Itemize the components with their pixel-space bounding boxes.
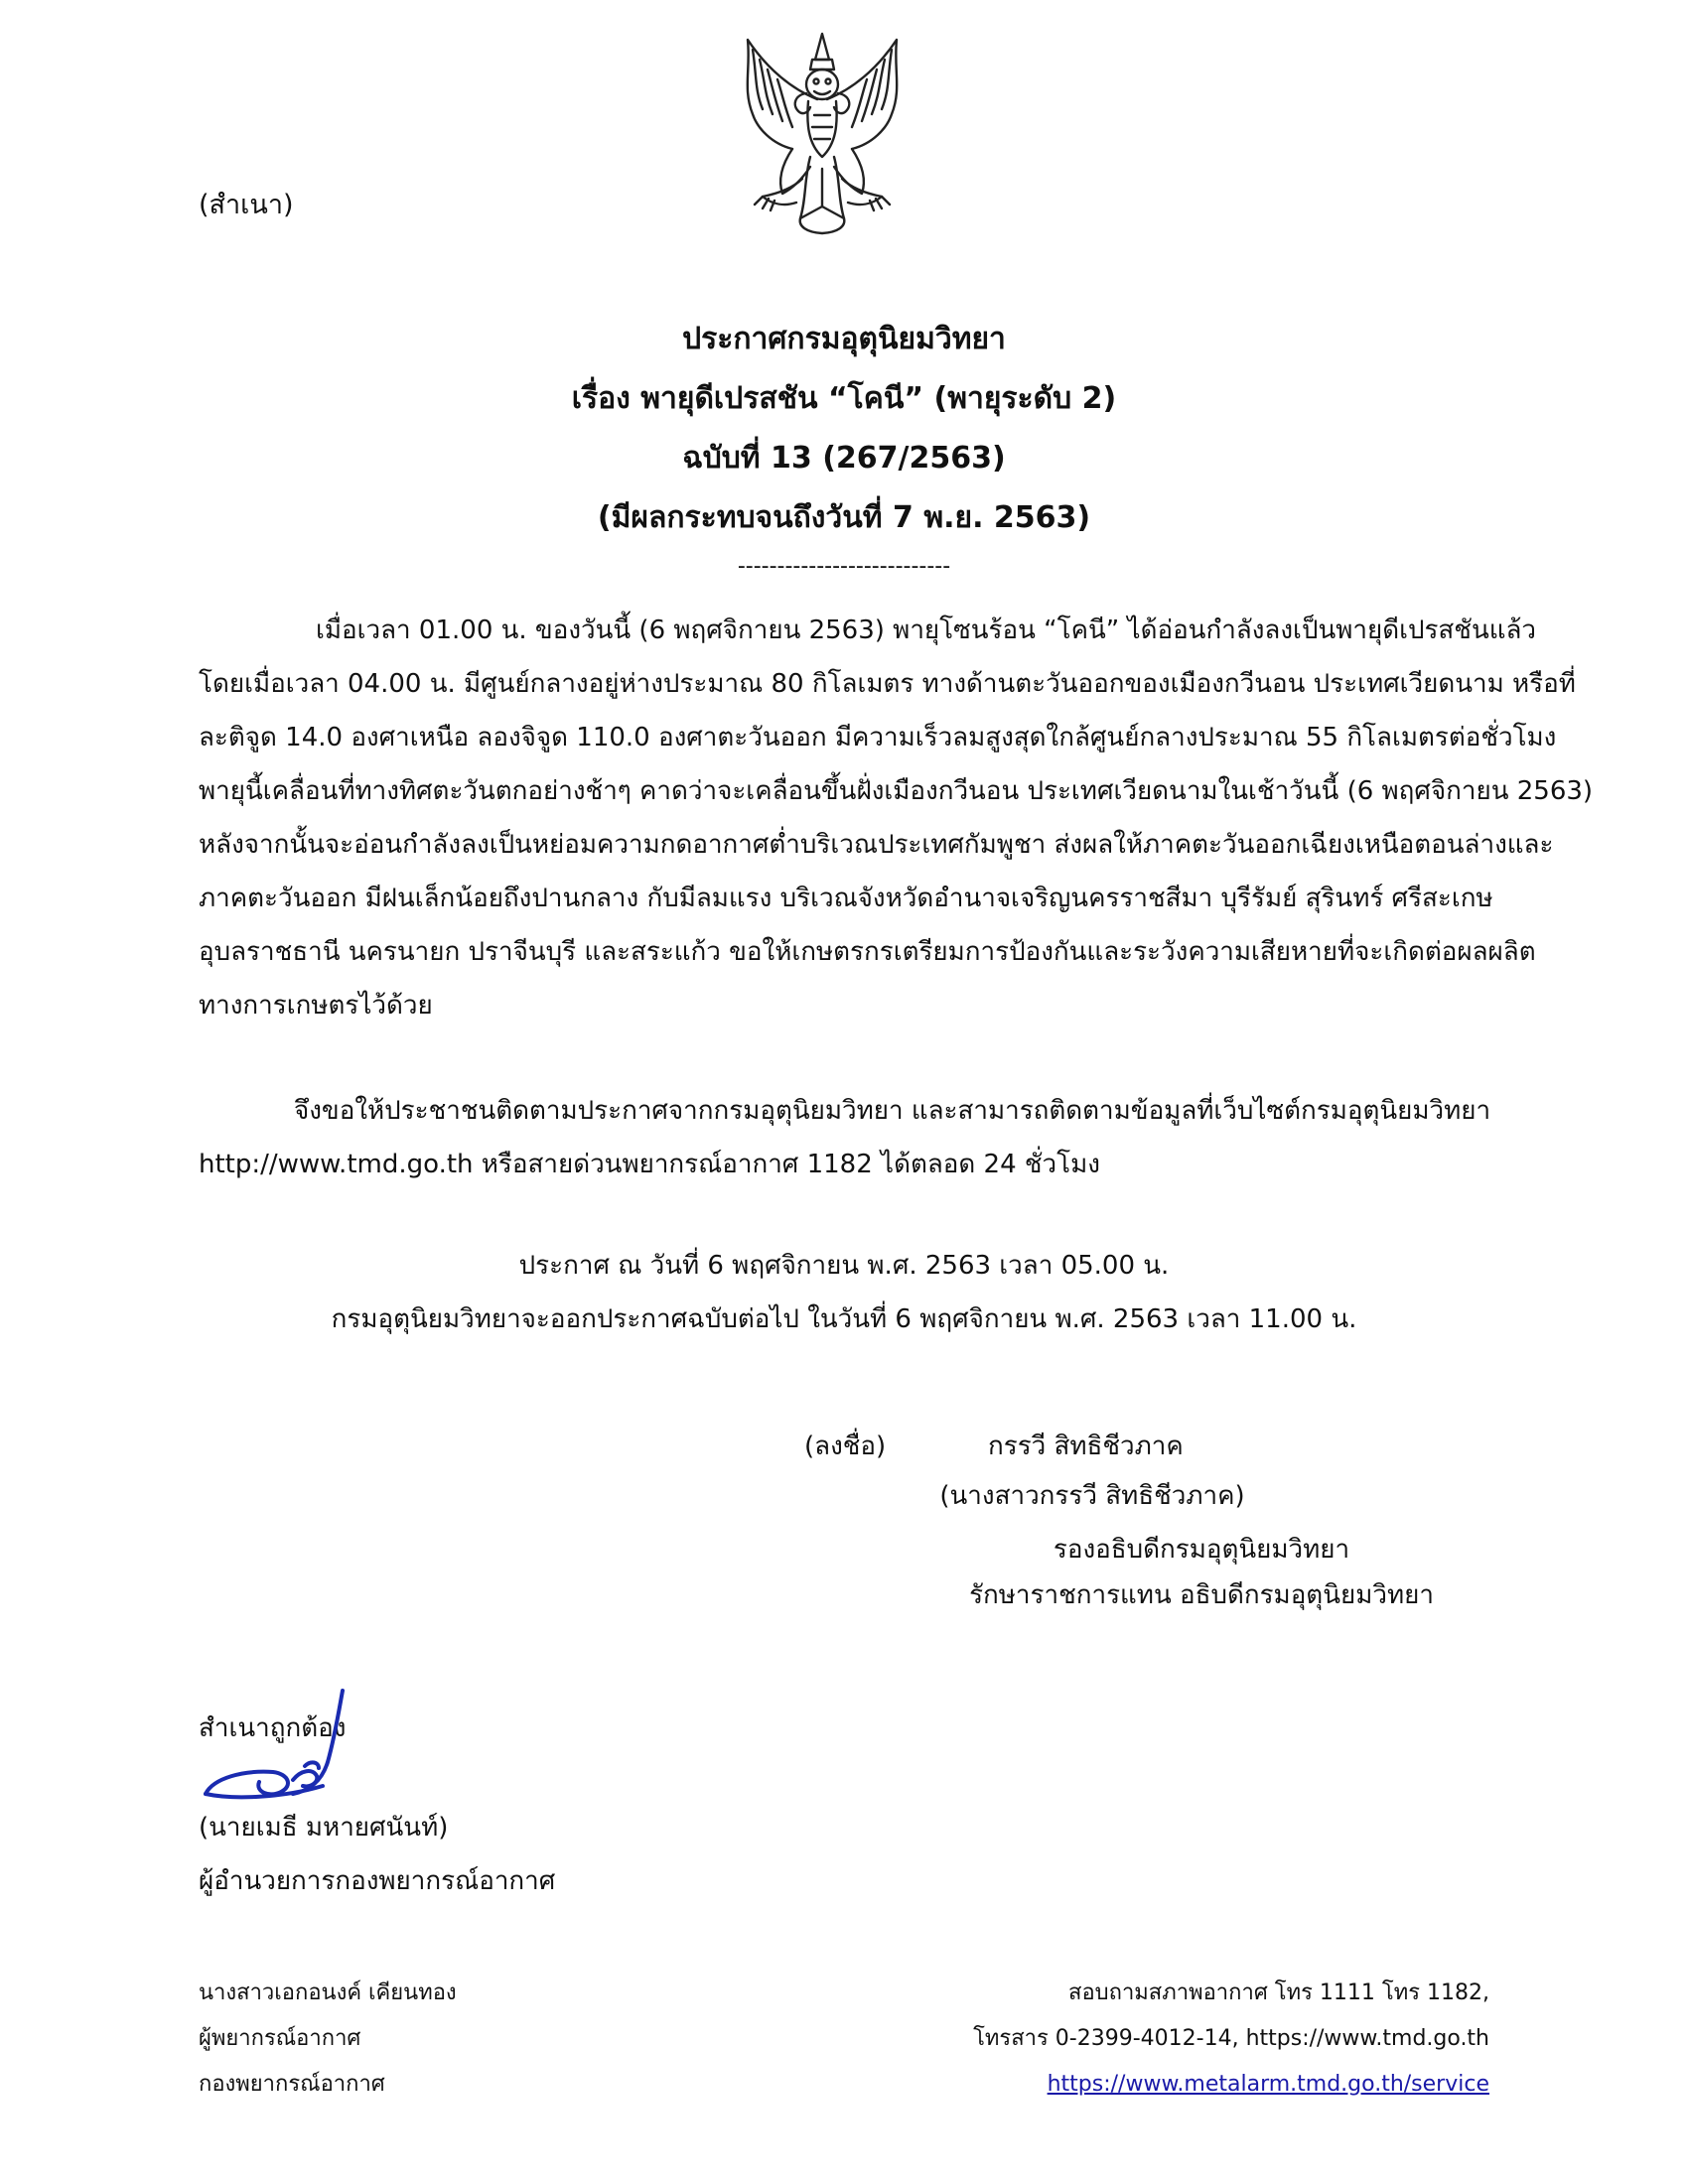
paragraph-line: เมื่อเวลา 01.00 น. ของวันนี้ (6 พฤศจิกายน 2563) พายุโซนร้อน “โคนี” ได้อ่อนกำลังลงเป็นพายุดีเปรสชันแล้ว <box>316 615 1537 645</box>
paragraph-line: จึงขอให้ประชาชนติดตามประกาศจากกรมอุตุนิยมวิทยา และสามารถติดตามข้อมูลที่เว็บไซต์กรมอุตุนิยมวิทยา <box>294 1096 1491 1126</box>
signatory-full-name: (นางสาวกรรวี สิทธิชีวภาค) <box>939 1481 1245 1511</box>
paragraph-line: http://www.tmd.go.th หรือสายด่วนพยากรณ์อากาศ 1182 ได้ตลอด 24 ชั่วโมง <box>199 1150 1100 1179</box>
signed-label: (ลงชื่อ) <box>804 1432 887 1461</box>
announcement-title <box>0 310 1688 548</box>
signatory-position-2: รักษาราชการแทน อธิบดีกรมอุตุนิยมวิทยา <box>969 1580 1434 1610</box>
certifier-position: ผู้อำนวยการกองพยากรณ์อากาศ <box>199 1866 556 1896</box>
garuda-emblem-icon <box>723 30 921 238</box>
footer-forecaster <box>199 1971 457 2108</box>
forecaster-division: กองพยากรณ์อากาศ <box>199 2072 385 2097</box>
certifier-name: (นายเมธี มหายศนันท์) <box>199 1813 449 1843</box>
footer-contact <box>973 1971 1489 2108</box>
signatory-position-1: รองอธิบดีกรมอุตุนิยมวิทยา <box>1053 1535 1350 1565</box>
title-issue-number: ฉบับที่ 13 (267/2563) <box>682 441 1006 476</box>
announcement-date: ประกาศ ณ วันที่ 6 พฤศจิกายน พ.ศ. 2563 เวลา 05.00 น. <box>518 1251 1170 1281</box>
contact-fax-website: โทรสาร 0-2399-4012-14, https://www.tmd.go.th <box>973 2026 1489 2051</box>
contact-phone: สอบถามสภาพอากาศ โทร 1111 โทร 1182, <box>1068 1980 1489 2005</box>
title-subject: เรื่อง พายุดีเปรสชัน “โคนี” (พายุระดับ 2) <box>571 381 1117 416</box>
paragraph-line: อุบลราชธานี นครนายก ปราจีนบุรี และสระแก้ว ขอให้เกษตรกรเตรียมการป้องกันและระวังความเสียหายที่จะเกิดต่อผลผลิต <box>199 937 1536 967</box>
paragraph-line: ภาคตะวันออก มีฝนเล็กน้อยถึงปานกลาง กับมีลมแรง บริเวณจังหวัดอำนาจเจริญนครราชสีมา บุรีรัมย์ สุรินทร์ ศรีสะเกษ <box>199 884 1493 913</box>
title-effective-date: (มีผลกระทบจนถึงวันที่ 7 พ.ย. 2563) <box>597 500 1091 535</box>
title-agency: ประกาศกรมอุตุนิยมวิทยา <box>682 322 1006 356</box>
next-issue-notice: กรมอุตุนิยมวิทยาจะออกประกาศฉบับต่อไป ในวันที่ 6 พฤศจิกายน พ.ศ. 2563 เวลา 11.00 น. <box>331 1304 1357 1334</box>
copy-label: (สำเนา) <box>199 190 294 220</box>
paragraph-line: ทางการเกษตรไว้ด้วย <box>199 991 433 1021</box>
title-separator: --------------------------- <box>737 554 951 579</box>
paragraph-line: พายุนี้เคลื่อนที่ทางทิศตะวันตกอย่างช้าๆ คาดว่าจะเคลื่อนขึ้นฝั่งเมืองกวีนอน ประเทศเวียดนามในเช้าวันนี้ (6 พฤศจิกายน 2563) <box>199 776 1594 806</box>
body-paragraph-2 <box>199 1084 1489 1191</box>
paragraph-line: โดยเมื่อเวลา 04.00 น. มีศูนย์กลางอยู่ห่างประมาณ 80 กิโลเมตร ทางด้านตะวันออกของเมืองกวีนอน ประเทศเวียดนาม หรือที่ <box>199 669 1576 699</box>
service-link[interactable]: https://www.metalarm.tmd.go.th/service <box>1047 2072 1489 2097</box>
signed-name: กรรวี สิทธิชีวภาค <box>988 1432 1184 1461</box>
forecaster-name: นางสาวเอกอนงค์ เคียนทอง <box>199 1980 457 2005</box>
handwritten-signature-icon <box>194 1683 362 1812</box>
paragraph-line: ละติจูด 14.0 องศาเหนือ ลองจิจูด 110.0 องศาตะวันออก มีความเร็วลมสูงสุดใกล้ศูนย์กลางประมาณ 55 กิโลเมตรต่อชั่วโมง <box>199 723 1557 752</box>
certified-copy-label: สำเนาถูกต้อง <box>199 1713 347 1743</box>
body-paragraph-1 <box>199 604 1594 1032</box>
forecaster-title: ผู้พยากรณ์อากาศ <box>199 2026 361 2051</box>
paragraph-line: หลังจากนั้นจะอ่อนกำลังลงเป็นหย่อมความกดอากาศต่ำบริเวณประเทศกัมพูชา ส่งผลให้ภาคตะวันออกเฉียงเหนือตอนล่างและ <box>199 830 1554 860</box>
